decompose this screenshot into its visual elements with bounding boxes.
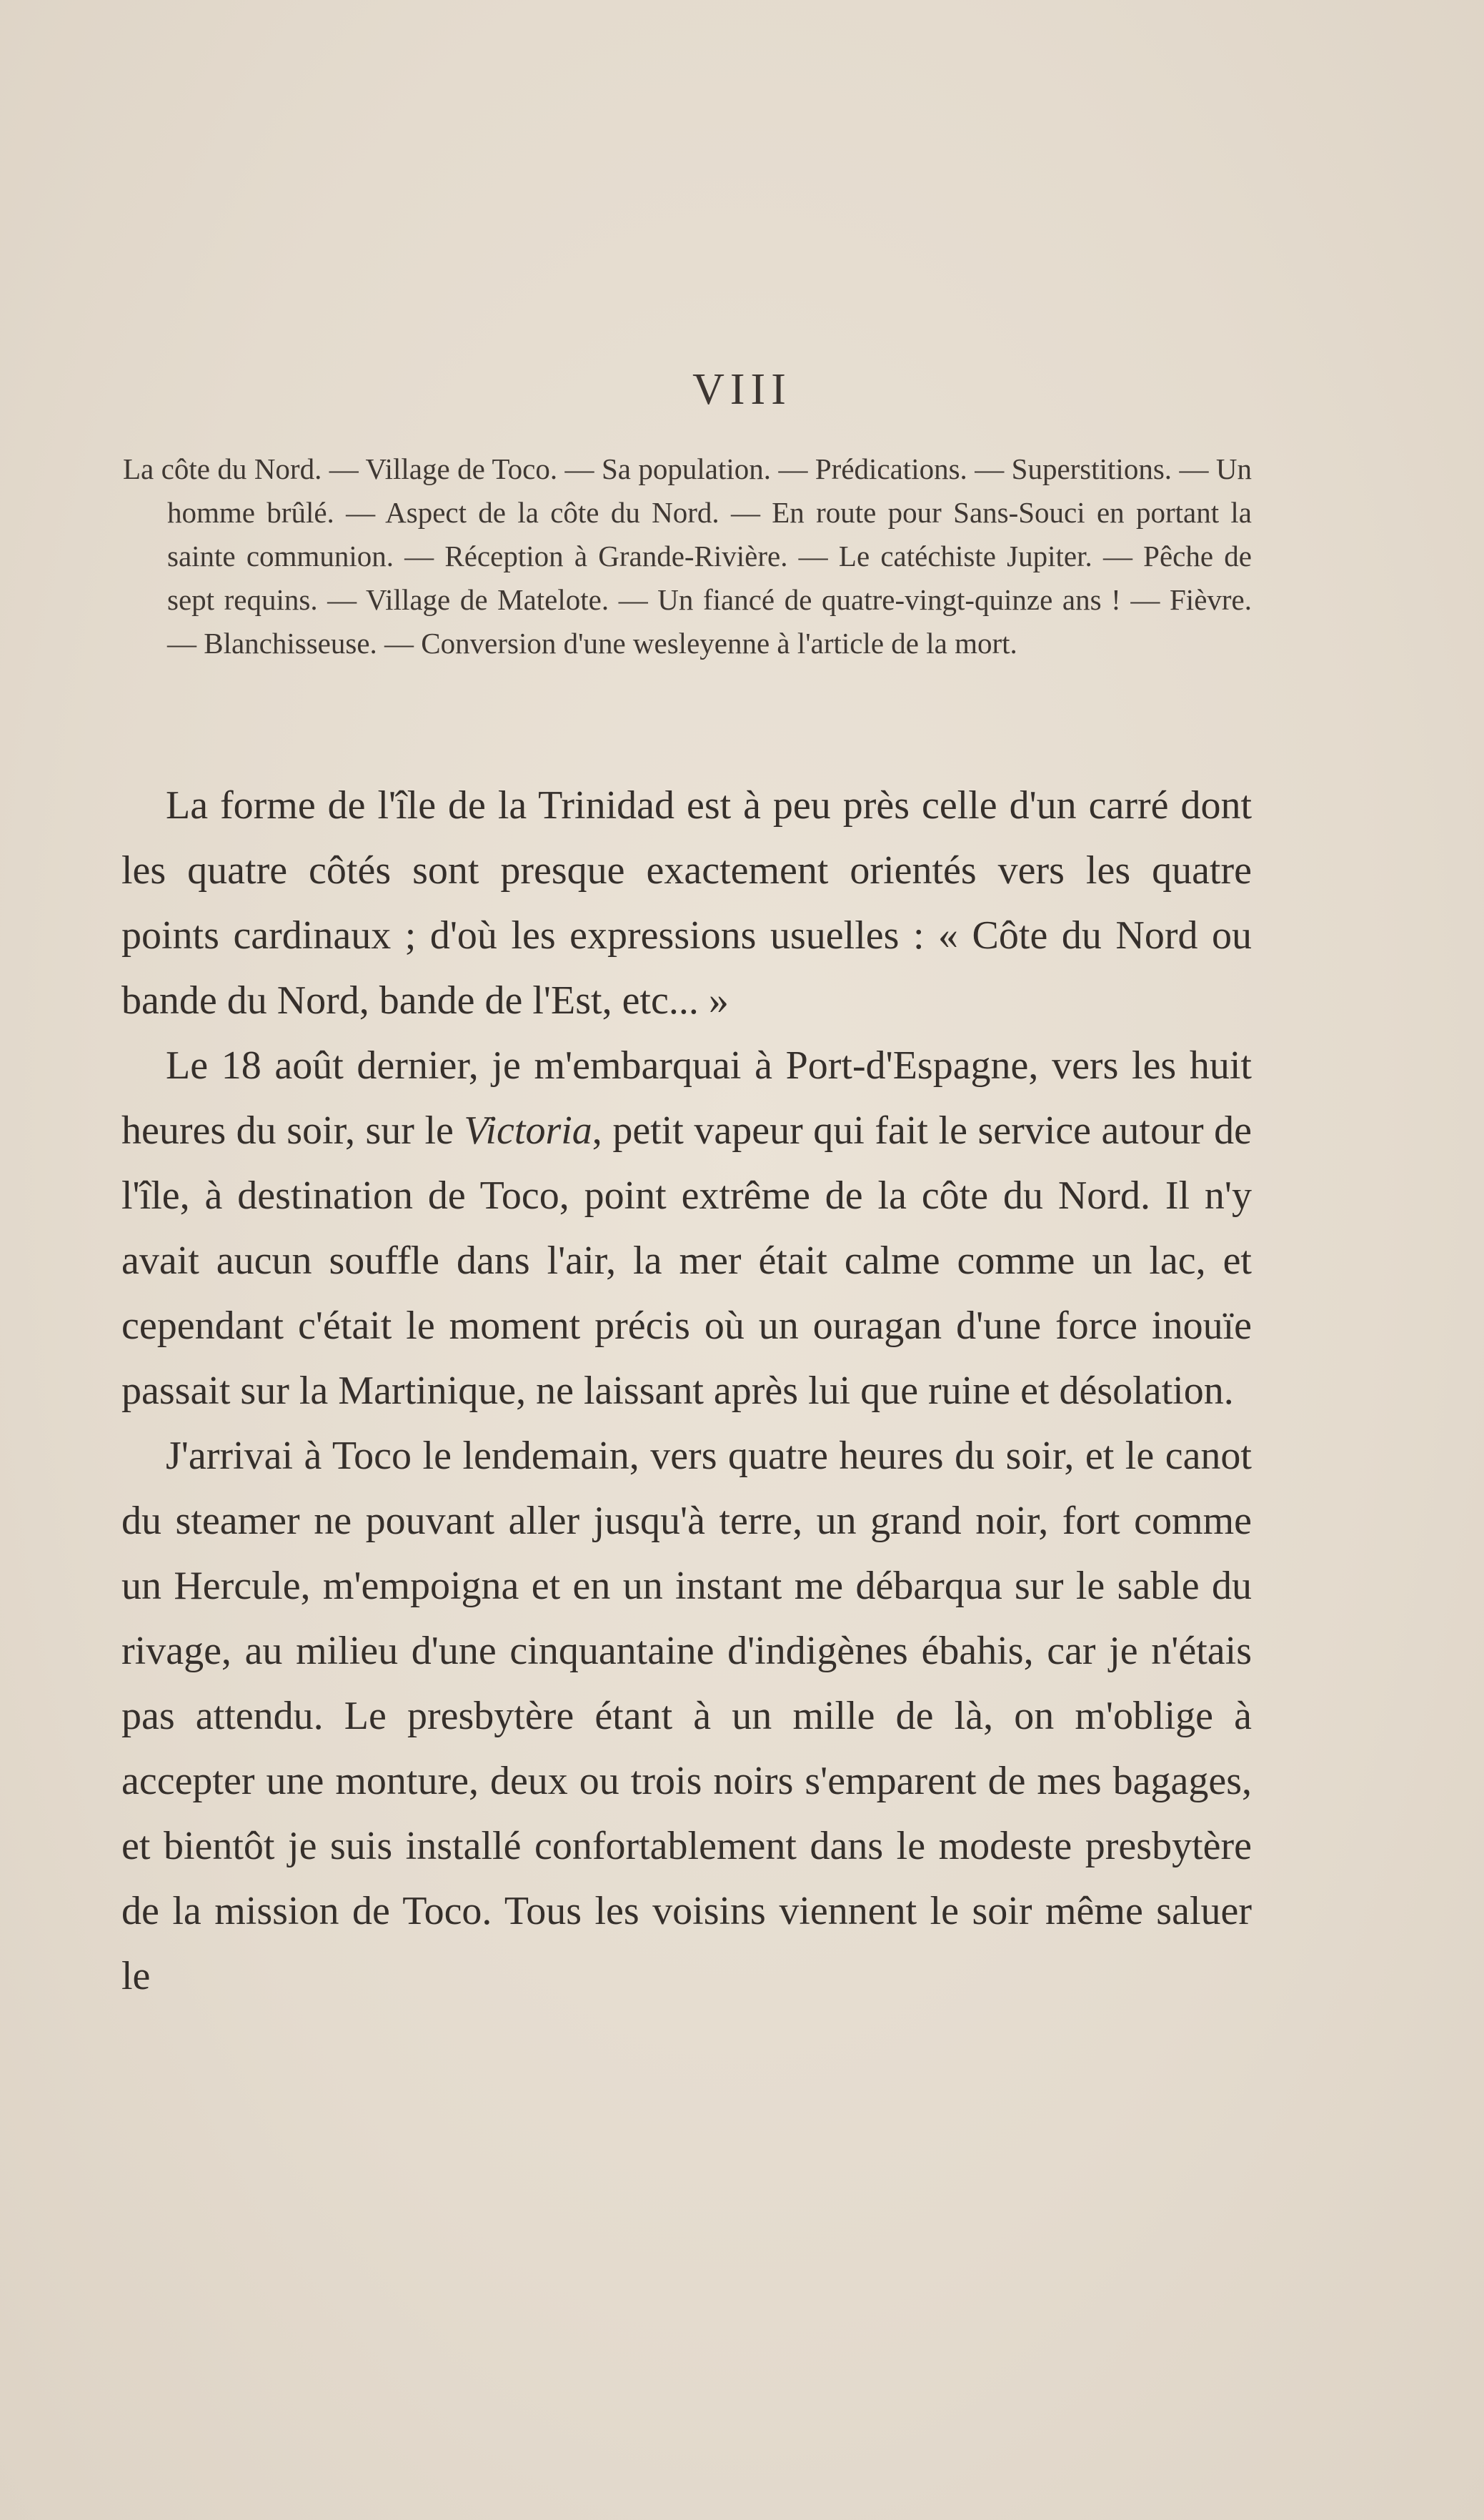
chapter-body <box>121 773 1252 2009</box>
chapter-summary <box>123 447 1252 665</box>
chapter-summary-text: La côte du Nord. — Village de Toco. — Sa population. — Prédications. — Superstitions. — Un homme brûlé. — Aspect de la côte du Nord. — En route pour Sans-Souci en portant la sainte communion. — Réception à Grande-Rivière. — Le catéchiste Jupiter. — Pêche de sept requins. — Village de Matelote. — Un fiancé de quatre-vingt-quinze ans ! — Fièvre. — Blanchisseuse. — Conversion d'une wesleyenne à l'article de la mort. <box>123 452 1252 660</box>
paragraph-2-end: , petit vapeur qui fait le service autour de l'île, à destination de Toco, point extrême de la côte du Nord. Il n'y avait aucun souffle dans l'air, la mer était calme comme un lac, et cependant c'était le moment précis où un ouragan d'une force inouïe passait sur la Martinique, ne laissant après lui que ruine et désolation. <box>121 1108 1253 1413</box>
paragraph-3: J'arrivai à Toco le lendemain, vers quatre heures du soir, et le canot du steamer ne pouvant aller jusqu'à terre, un grand noir, fort comme un Hercule, m'empoigna et en un instant me débarqua sur le sable du rivage, au milieu d'une cinquantaine d'indigènes ébahis, car je n'étais pas attendu. Le presbytère étant à un mille de là, on m'oblige à accepter une monture, deux ou trois noirs s'emparent de mes bagages, et bientôt je suis installé confortablement dans le modeste presbytère de la mission de Toco. Tous les voisins viennent le soir même saluer le <box>121 1434 1252 1998</box>
ship-name: Victoria <box>464 1108 592 1153</box>
chapter-number: VIII <box>692 365 792 414</box>
paragraph-2 <box>121 1033 1252 1424</box>
paragraph-2-start: Le 18 août dernier, je m'embarquai à Port-d'Espagne, vers les huit heures du soir, sur le <box>121 1043 1252 1153</box>
paragraph-1: La forme de l'île de la Trinidad est à peu près celle d'un carré dont les quatre côtés sont presque exactement orientés vers les quatre points cardinaux ; d'où les expressions usuelles : « Côte du Nord ou bande du Nord, bande de l'Est, etc... » <box>121 783 1252 1023</box>
